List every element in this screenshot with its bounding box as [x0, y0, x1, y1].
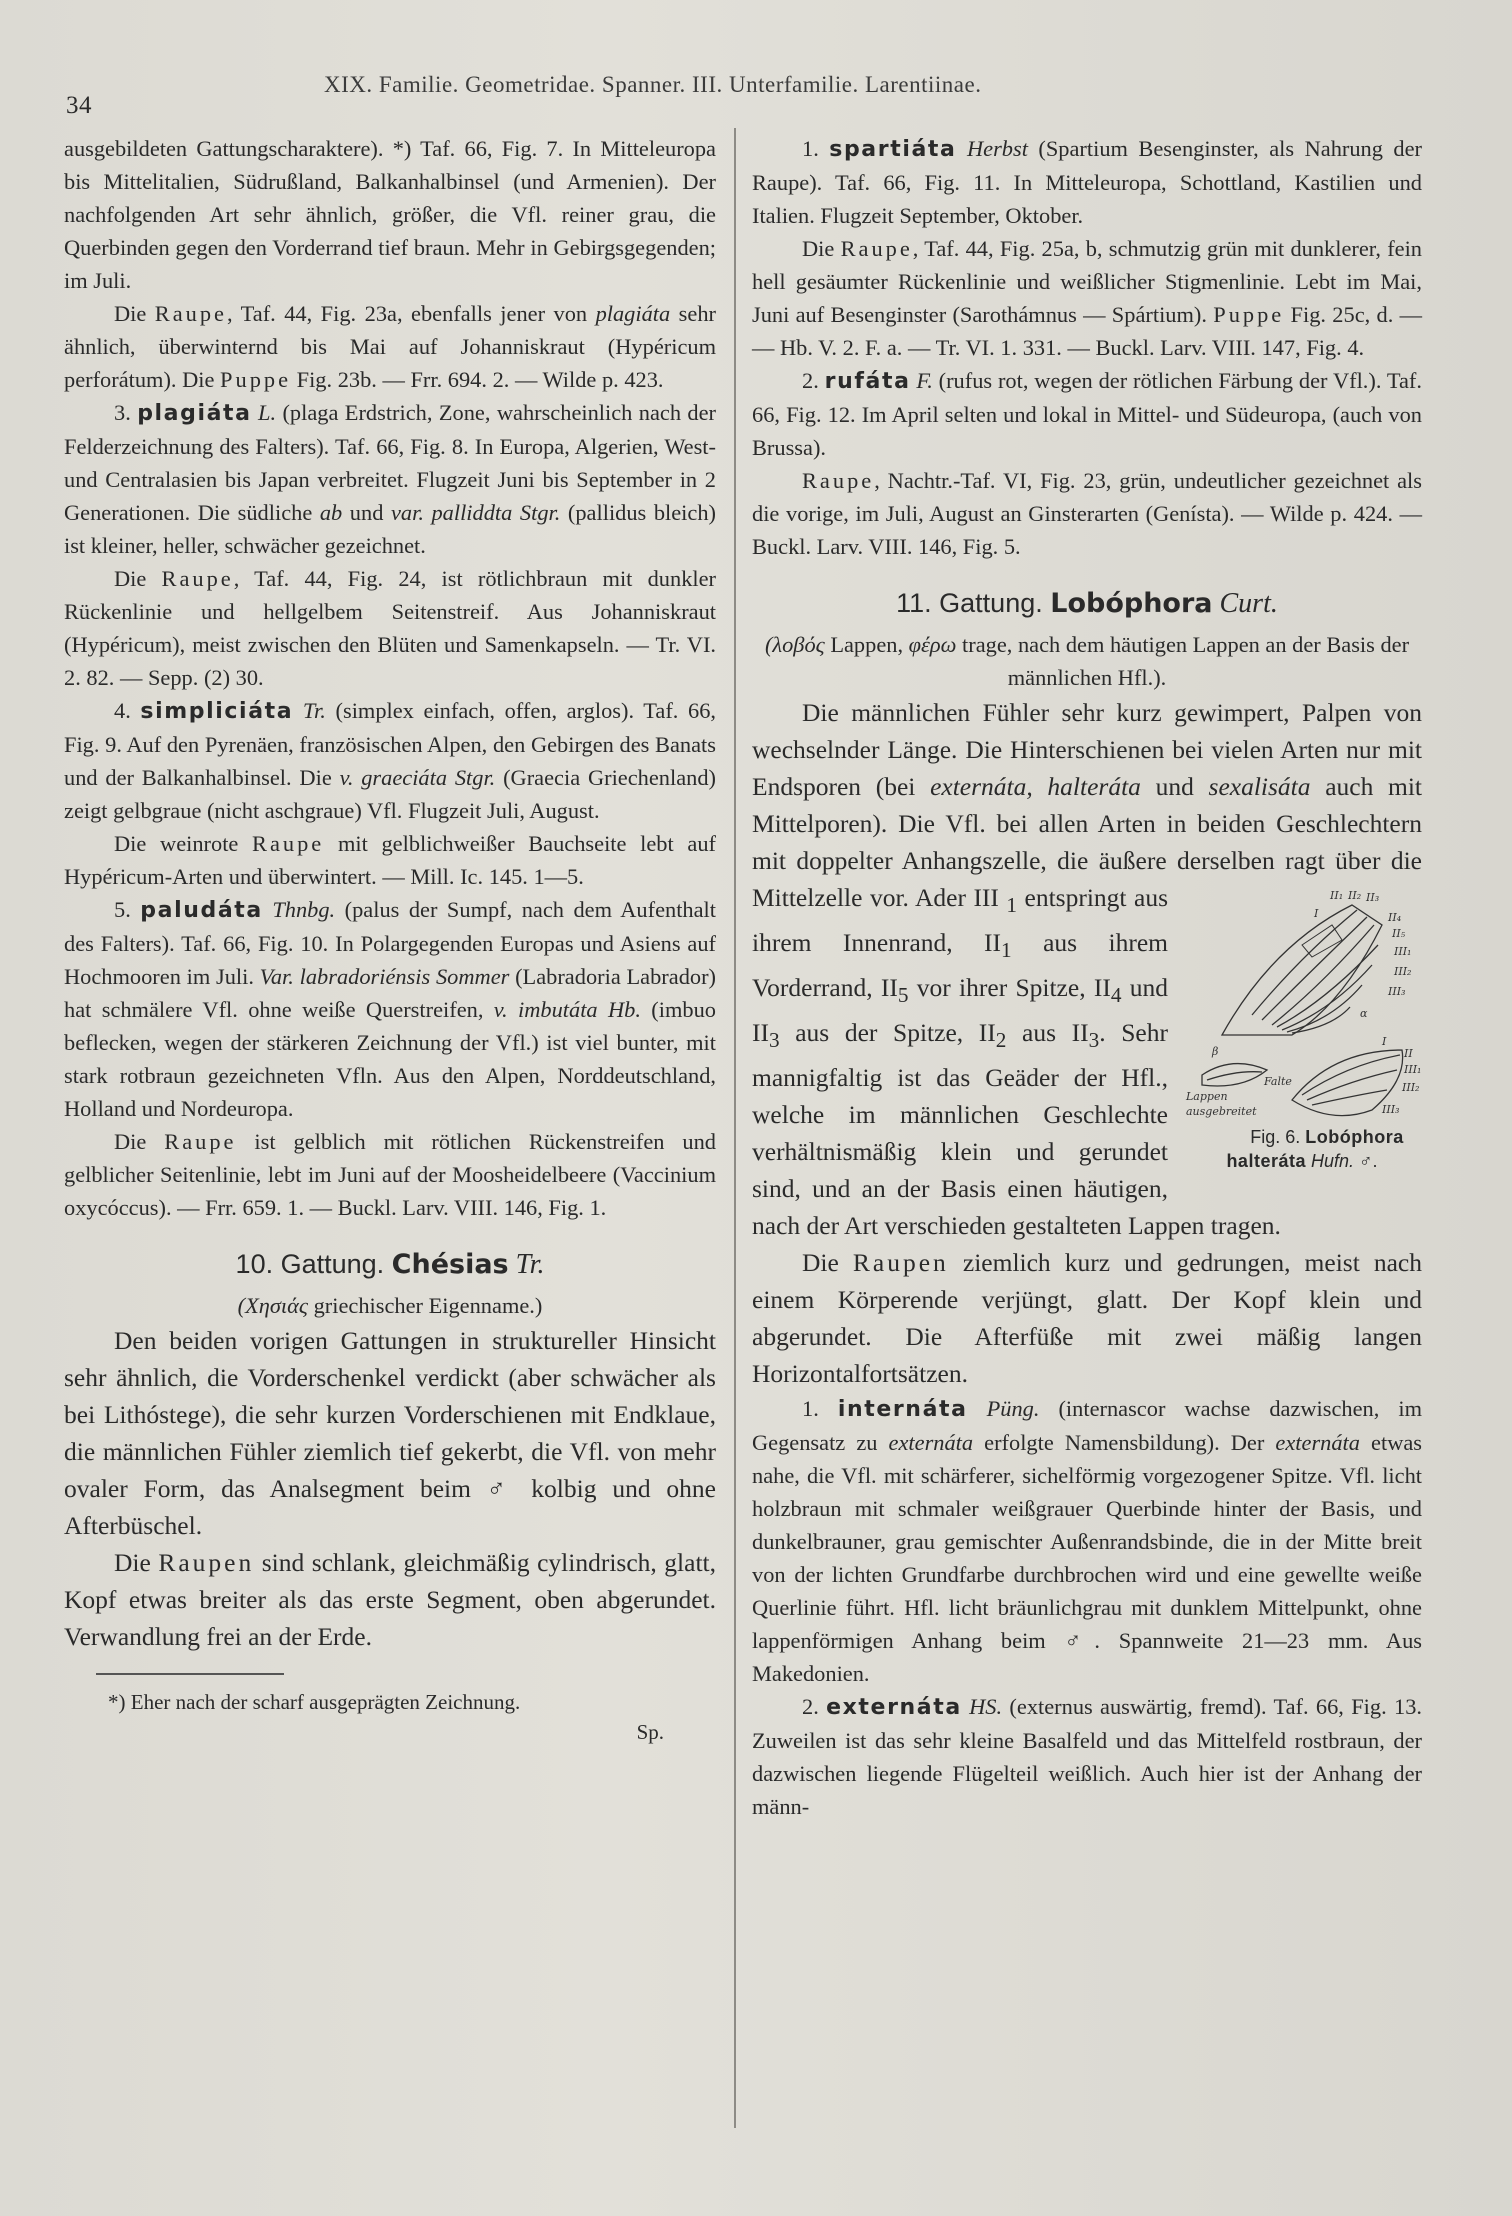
etymology: (λοβός Lappen, φέρω trage, nach dem häutigen Lappen an der Basis der männlichen Hfl.).	[764, 632, 1410, 690]
vein-label: β	[1212, 1045, 1219, 1058]
species-name: spartiáta	[829, 137, 957, 162]
vein-label: III₃	[1388, 985, 1406, 998]
species-name: paludáta	[140, 898, 263, 923]
vein-label: I	[1314, 907, 1319, 920]
paragraph-raupe: Die Raupe, Taf. 44, Fig. 24, ist rötlichbraun mit dunkler Rückenlinie und hellgelbem Seitenstreif. Aus Johanniskraut (Hypéricum), meist zwischen den Blüten und Samenkapseln. — Tr. VI. 2. 82. — Sepp. (2) 30.	[64, 566, 716, 690]
variety-name: var. palliddta Stgr.	[390, 500, 561, 525]
running-header	[66, 70, 1446, 119]
vein-label: II₁	[1330, 889, 1344, 902]
species-author: HS.	[969, 1694, 1003, 1720]
etymology: (Χησιάς griechischer Eigenname.)	[237, 1293, 543, 1318]
genus-heading-chesias: 10. Gattung. Chésias Tr.	[235, 1249, 545, 1280]
forewing-outline	[1222, 905, 1382, 1035]
paragraph-raupe: Die Raupe, Taf. 44, Fig. 23a, ebenfalls jener von plagiáta sehr ähnlich, überwinternd bis Mai auf Johanniskraut (Hypéricum perforátum). Die Puppe Fig. 23b. — Frr. 694. 2. — Wilde p. 423.	[64, 301, 716, 392]
variety-name: v. graeciáta Stgr.	[339, 765, 496, 790]
genus-larva-description: Die Raupen sind schlank, gleichmäßig cylindrisch, glatt, Kopf etwas breiter als das erste Segment, oben abgerundet. Verwandlung frei an der Erde.	[64, 1548, 717, 1651]
species-entry-internata: 1. internáta Püng. (internascor wachse dazwischen, im Gegensatz zu externáta erfolgte Namensbildung). Der externáta etwas nahe, die Vfl. mit schärferer, sichelförmig vorgezogener Spitze. Vfl. licht holzbraun mit schmaler weißgrauer Querbinde hinter der Basis, und dunkelbrauner, grau gemischter Außenrandsbinde, die in der Mitte breit von der lichten Grundfarbe durchbrochen wird und eine gewellte weiße Querlinie führt. Hfl. licht bräunlichgrau mit dunklem Mittelpunkt, ohne lappenförmigen Anhang beim ♂. Spannweite 21—23 mm. Aus Makedonien.	[752, 1396, 1423, 1687]
paragraph-raupe: Die weinrote Raupe mit gelblichweißer Bauchseite lebt auf Hypéricum-Arten und überwintert. — Mill. Ic. 145. 1—5.	[64, 831, 716, 889]
wing-venation-figure	[1182, 885, 1422, 1185]
genus-name: Chésias	[391, 1249, 509, 1280]
paragraph: ausgebildeten Gattungscharaktere). *) Taf. 66, Fig. 7. In Mitteleuropa bis Mittelitalien, Südrußland, Balkanhalbinsel (und Armenien). Der nachfolgenden Art sehr ähnlich, größer, die Vfl. reiner grau, die Querbinden gegen den Vorderrand tief braun. Mehr in Gebirgsgegenden; im Juli.	[64, 136, 716, 293]
vein-label: II₂	[1348, 889, 1362, 902]
vein-label: III₃	[1382, 1103, 1400, 1116]
variety-name: v. imbutáta Hb.	[493, 997, 641, 1022]
vein-label: II₅	[1392, 927, 1406, 940]
vein-label: III₁	[1404, 1063, 1422, 1076]
vein-label: α	[1360, 1007, 1368, 1020]
vein-label: II₃	[1366, 891, 1380, 904]
species-name: externáta	[826, 1695, 962, 1721]
vein-label: II	[1404, 1047, 1413, 1060]
vein-label: III₂	[1394, 965, 1412, 978]
species-entry-externata: 2. externáta HS. (externus auswärtig, fremd). Taf. 66, Fig. 13. Zuweilen ist das sehr kleine Basalfeld und das Mittelfeld rostbraun, der dazwischen liegende Flügelteil weißlich. Auch hier ist der Anhang der männ-	[752, 1694, 1422, 1820]
species-author: Püng.	[986, 1396, 1040, 1422]
genus-heading-lobophora: 11. Gattung. Lobóphora Curt.	[896, 588, 1278, 619]
species-entry-spartiata: 1. spartiáta Herbst (Spartium Besenginster, als Nahrung der Raupe). Taf. 66, Fig. 11. In Mitteleuropa, Schottland, Kastilien und Italien. Flugzeit September, Oktober.	[752, 136, 1422, 228]
species-name: rufáta	[824, 369, 911, 394]
species-author: F.	[916, 368, 933, 393]
species-entry-paludata: 5. paludáta Thnbg. (palus der Sumpf, nach dem Aufenthalt des Falters). Taf. 66, Fig. 10. In Polargegenden Europas und Asiens auf Hochmooren im Juli. Var. labradoriénsis Sommer (Labradoria Labrador) hat schmälere Vfl. ohne weiße Querstreifen, v. imbutáta Hb. (imbuo beflecken, wegen der stärkeren Zeichnung der Vfl.) ist viel bunter, mit stark rotbraun gezeichneten Vfln. Aus den Alpen, Norddeutschland, Holland und Nordeuropa.	[64, 897, 716, 1121]
genus-larva-description: Die Raupen ziemlich kurz und gedrungen, meist nach einem Körperende verjüngt, glatt. Der Kopf klein und abgerundet. Die Afterfüße mit zwei mäßig langen Horizontalfortsätzen.	[752, 1248, 1422, 1389]
term-raupe: Raupe	[154, 301, 227, 326]
running-title: XIX. Familie. Geometridae. Spanner. III. Unterfamilie. Larentiinae.	[324, 72, 982, 97]
footnote-text: *) Eher nach der scharf ausgeprägten Zeichnung.	[108, 1690, 521, 1714]
vein-label: I	[1382, 1035, 1387, 1048]
genus-description: Den beiden vorigen Gattungen in struktureller Hinsicht sehr ähnlich, die Vorderschenkel verdickt (aber schwächer als bei Lithóstege), die sehr kurzen Vorderschienen mit Endklaue, die männlichen Fühler ziemlich tief gekerbt, die Vfl. von mehr ovaler Form, das Analsegment beim ♂ kolbig und ohne Afterbüschel.	[64, 1326, 716, 1540]
term-puppe: Puppe	[220, 367, 292, 392]
figure-caption: Fig. 6. Lobóphora halteráta Hufn. ♂.	[1226, 1127, 1404, 1171]
species-author: Thnbg.	[272, 897, 336, 922]
species-entry-plagiata: 3. plagiáta L. (plaga Erdstrich, Zone, wahrscheinlich nach der Felderzeichnung des Falters). Taf. 66, Fig. 8. In Europa, Algerien, West- und Centralasien bis Japan verbreitet. Flugzeit Juni bis September in 2 Generationen. Die südliche ab und var. palliddta Stgr. (pallidus bleich) ist kleiner, heller, schwächer gezeichnet.	[64, 400, 716, 558]
vein-label: II₄	[1388, 911, 1402, 924]
variety-name: Var. labradoriénsis Sommer	[259, 964, 510, 989]
footnote	[64, 1687, 716, 1747]
species-entry-simpliciata: 4. simpliciáta Tr. (simplex einfach, offen, arglos). Taf. 66, Fig. 9. Auf den Pyrenäen, französischen Alpen, den Gebirgen des Banats und der Balkanhalbinsel. Die v. graeciáta Stgr. (Graecia Griechenland) zeigt gelbgraue (nicht aschgraue) Vfl. Flugzeit Juli, August.	[64, 698, 717, 823]
paragraph-raupe: Raupe, Nachtr.-Taf. VI, Fig. 23, grün, undeutlicher gezeichnet als die vorige, im Juli, August an Ginsterarten (Genísta). — Wilde p. 424. — Buckl. Larv. VIII. 146, Fig. 5.	[752, 468, 1422, 559]
column-divider	[734, 128, 736, 2128]
genus-description: Die männlichen Fühler sehr kurz gewimpert, Palpen von wechselnder Länge. Die Hinterschienen bei vielen Arten nur mit Endsporen (bei externáta, halteráta und sexalisáta auch mit Mittelporen). Die Vfl. bei allen Arten in beiden Geschlechtern mit doppelter Anhangszelle, die äußere derselben ragt über die Mittelzelle vor. Ader III II₁ II₂ II₃ I II₄ II₅ III₁ III₂ III₃ α β I II III₁ III₂ III₃ Lappen ausgebreitet Falte Fig. 6. Lobóphora halteráta Hufn. ♂. $_1$ entspringt aus ihrem Innenrand, $II_1$ aus ihrem Vorderrand, $II_5$ vor ihrer Spitze, $II_4$ und $II_3$ aus der Spitze, $II_2$ aus $II_3$. Sehr mannigfaltig ist das Geäder der Hfl., welche im männlichen Geschlechte verhältnismäßig klein und gerundet sind, und an der Basis einen häutigen, nach der Art verschieden gestalteten Lappen tragen.	[752, 698, 1422, 1241]
species-name: simpliciáta	[140, 699, 294, 724]
genus-name: Lobóphora	[1050, 588, 1213, 619]
page-number: 34	[66, 92, 92, 119]
species-author: L.	[258, 400, 277, 425]
footnote-signature: Sp.	[636, 1720, 664, 1744]
right-column	[752, 132, 1422, 1823]
figure-label-ausgebreitet: ausgebreitet	[1186, 1105, 1257, 1118]
species-name: internáta	[837, 1397, 968, 1423]
left-column	[64, 132, 716, 1747]
species-author: Tr.	[302, 698, 326, 723]
hindwing-lobe	[1202, 1064, 1267, 1086]
figure-label-lappen: Lappen	[1186, 1090, 1228, 1103]
vein-label: III₁	[1394, 945, 1412, 958]
paragraph-raupe: Die Raupe, Taf. 44, Fig. 25a, b, schmutzig grün mit dunklerer, fein hell gesäumter Rückenlinie und weißlicher Stigmenlinie. Lebt im Mai, Juni auf Besenginster (Sarothámnus — Spártium). Puppe Fig. 25c, d. — — Hb. V. 2. F. a. — Tr. VI. 1. 331. — Buckl. Larv. VIII. 147, Fig. 4.	[752, 236, 1423, 360]
species-author: Herbst	[966, 136, 1028, 161]
wing-venation-drawing	[1182, 885, 1422, 1125]
species-ref: plagiáta	[595, 301, 671, 326]
paragraph-raupe: Die Raupe ist gelblich mit rötlichen Rückenstreifen und gelblicher Seitenlinie, lebt im Juni auf der Moosheidelbeere (Vaccinium oxycóccus). — Frr. 659. 1. — Buckl. Larv. VIII. 146, Fig. 1.	[64, 1129, 716, 1220]
species-name: plagiáta	[137, 401, 252, 426]
footnote-rule	[96, 1673, 284, 1675]
vein-label: III₂	[1402, 1081, 1420, 1094]
species-entry-rufata: 2. rufáta F. (rufus rot, wegen der rötlichen Färbung der Vfl.). Taf. 66, Fig. 12. Im April selten und lokal in Mittel- und Südeuropa, (auch von Brussa).	[752, 368, 1422, 460]
figure-label-falte: Falte	[1264, 1075, 1292, 1088]
